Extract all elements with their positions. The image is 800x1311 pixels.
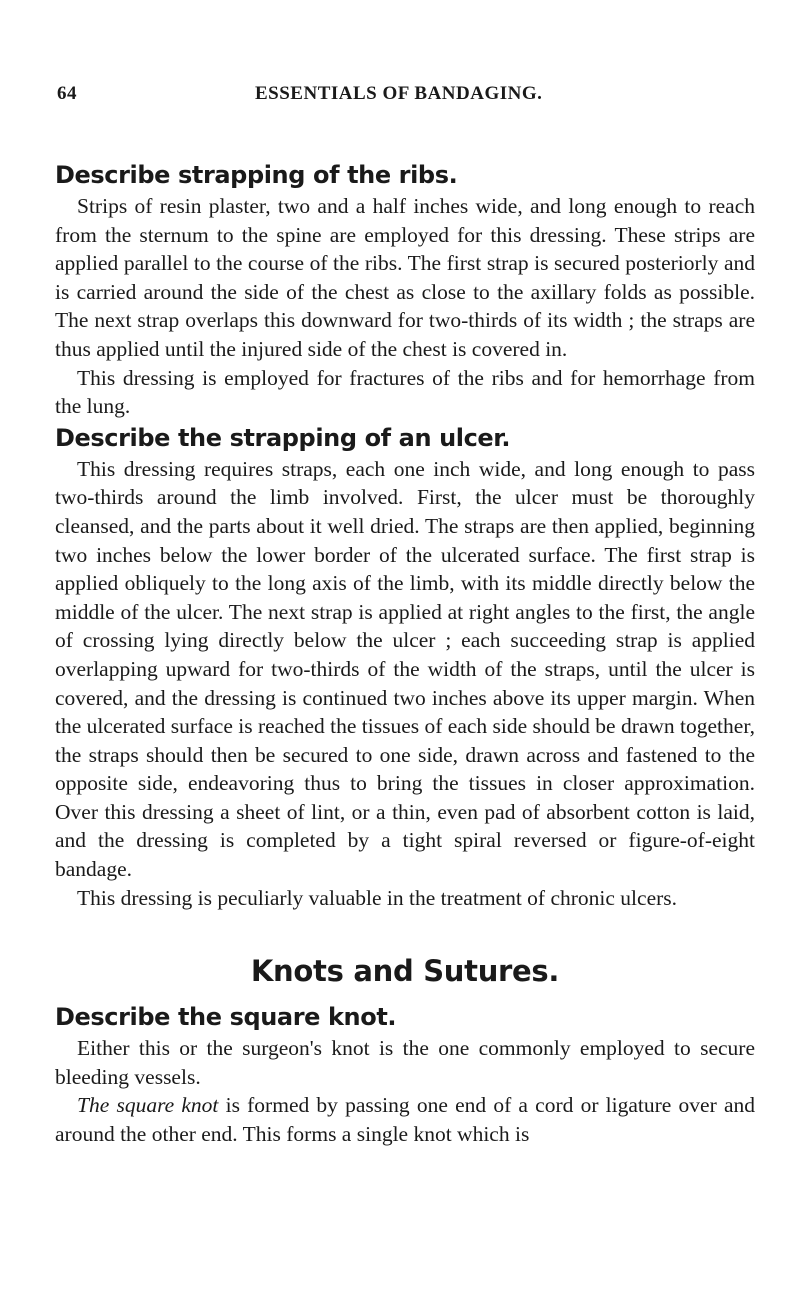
heading-ribs: Describe strapping of the ribs. bbox=[55, 161, 458, 189]
paragraph-ribs-1: Strips of resin plaster, two and a half inches wide, and long enough to reach from the sternum to the spine are employed for this dressing. These strips are applied parallel to the course of the ribs. The first strap is secured posteriorly and is carried around the side of the chest as close to the axillary folds as possible. The next strap overlaps this downward for two-thirds of its width ; the straps are thus applied until the injured side of the chest is covered in. bbox=[55, 194, 755, 361]
book-page bbox=[55, 28, 755, 1149]
heading-ulcer: Describe the strapping of an ulcer. bbox=[55, 423, 511, 452]
paragraph-ulcer-2: This dressing is peculiarly valuable in the treatment of chronic ulcers. bbox=[77, 885, 678, 910]
paragraph-knots-2-text: is formed by passing one end of a cord or ligature over and around the other end. This forms a single knot which is bbox=[55, 1093, 755, 1147]
paragraph-knots-2 bbox=[55, 1091, 755, 1148]
paragraph-ribs-2: This dressing is employed for fractures of the ribs and for hemorrhage from the lung. bbox=[55, 365, 755, 419]
heading-square-knot: Describe the square knot. bbox=[55, 1003, 397, 1032]
paragraph-ulcer-1: This dressing requires straps, each one inch wide, and long enough to pass two-thirds around the limb involved. First, the ulcer must be thoroughly cleansed, and the parts about it well dried. The straps are then applied, beginning two inches below the lower border of the ulcerated surface. The first strap is applied obliquely to the long axis of the limb, with its middle directly below the middle of the ulcer. The next strap is applied at right angles to the first, the angle of crossing lying directly below the ulcer ; each succeeding strap is applied overlapping upward for two-thirds of the width of the straps, until the ulcer is covered, and the dressing is continued two inches above its upper margin. When the ulcerated surface is reached the tissues of each side should be drawn together, the straps should then be secured to one side, drawn across and fastened to the opposite side, endeavoring thus to bring the tissues in closer approximation. Over this dressing a sheet of lint, or a thin, even pad of absorbent cotton is laid, and the dressing is completed by a tight spiral reversed or figure-of-eight bandage. bbox=[55, 456, 755, 882]
page-body bbox=[55, 158, 755, 1149]
italic-term-square-knot: The square knot bbox=[77, 1093, 219, 1118]
page-number: 64 bbox=[57, 83, 77, 104]
section-title-knots: Knots and Sutures. bbox=[250, 954, 560, 989]
running-title: ESSENTIALS OF BANDAGING. bbox=[255, 83, 543, 104]
paragraph-knots-1: Either this or the surgeon's knot is the one commonly employed to secure bleeding vessels. bbox=[55, 1036, 755, 1089]
running-header bbox=[55, 28, 755, 104]
